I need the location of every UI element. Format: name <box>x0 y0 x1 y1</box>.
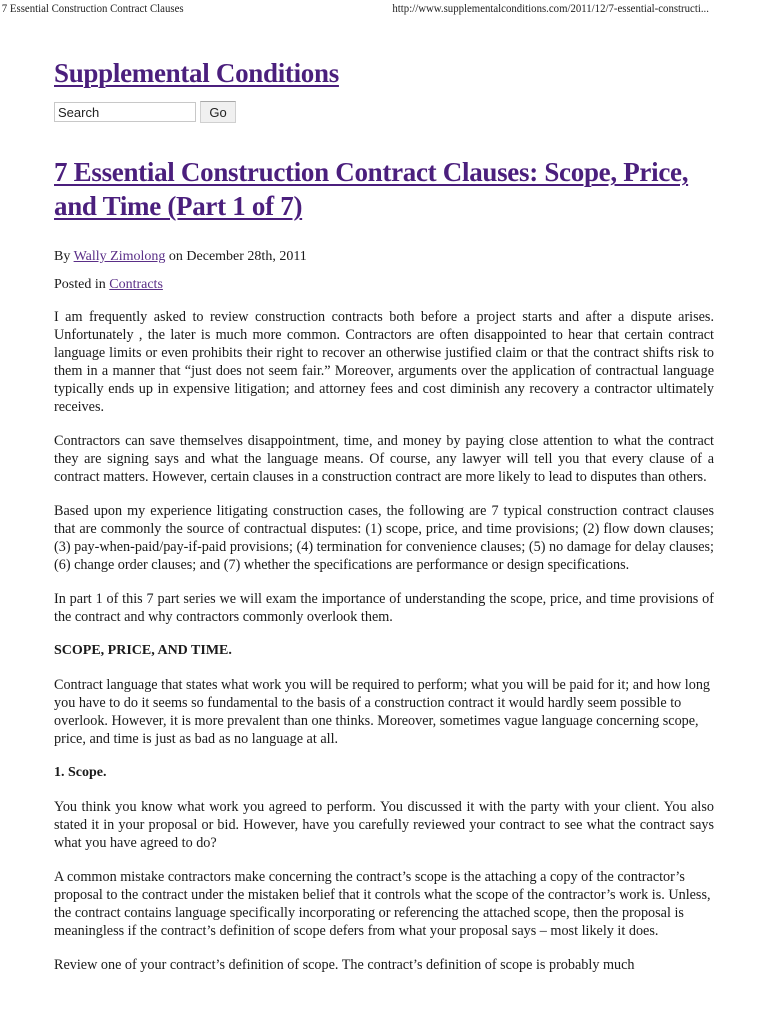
search-go-button[interactable]: Go <box>200 101 236 123</box>
subsection-heading: 1. Scope. <box>54 765 107 780</box>
author-link[interactable]: Wally Zimolong <box>73 249 166 264</box>
posted-in-prefix: Posted in <box>54 277 110 292</box>
paragraph-section: Contract language that states what work you will be required to perform; what you will be paid for it; and how long you have to do it seems so fundamental to the basis of a construction contract it would hardly seem possible to overlook. However, it is more prevalent than one thinks. Moreover, sometimes vague language concerning scope, price, and time is just as bad as no language at all. <box>54 677 711 747</box>
section-heading: SCOPE, PRICE, AND TIME. <box>54 643 232 658</box>
search-form <box>54 101 714 123</box>
search-input[interactable] <box>54 102 196 122</box>
post-title <box>54 155 714 223</box>
paragraph-clauses-list: Based upon my experience litigating construction cases, the following are 7 typical construction contract clauses that are commonly the source of contractual disputes: (1) scope, price, and time provisions; (2) flow down clauses; (3) pay-when-paid/pay-if-paid provisions; (4) termination for convenience clauses; (5) no damage for delay clauses; (6) change order clauses; and (7) whether the specifications are performance or design specifications. <box>54 503 714 573</box>
paragraph-series-intro: In part 1 of this 7 part series we will exam the importance of understanding the scope, price, and time provisions of the contract and why contractors commonly overlook them. <box>54 591 714 625</box>
paragraph-save: Contractors can save themselves disappointment, time, and money by paying close attention to what the contract they are signing says and what the language means. Of course, any lawyer will tell you that every clause of a contract matters. However, certain clauses in a construction contract are more likely to lead to disputes than others. <box>54 433 714 485</box>
post-date: on December 28th, 2011 <box>165 249 307 264</box>
paragraph-scope-3: Review one of your contract’s definition of scope. The contract’s definition of scope is probably much <box>54 957 635 973</box>
paragraph-intro: I am frequently asked to review construction contracts both before a project starts and after a dispute arises. Unfortunately , the later is much more common. Contractors are often disappointed to hear that certain contract language limits or even prohibits their right to recover an otherwise justified claim or that the contract shifts risk to them in a manner that “just does not seem fair.” Moreover, arguments over the application of contractual language typically ends up in expensive litigation; and attorney fees and cost diminish any recovery a contractor ultimately receives. <box>54 309 714 415</box>
print-header <box>0 0 709 16</box>
print-page-title: 7 Essential Construction Contract Clauses <box>1 1 184 15</box>
site-title-link[interactable]: Supplemental Conditions <box>54 58 339 88</box>
category-link[interactable]: Contracts <box>109 277 163 292</box>
post-title-link[interactable]: 7 Essential Construction Contract Clauses: Scope, Price, and Time (Part 1 of 7) <box>54 157 689 221</box>
print-page-url: http://www.supplementalconditions.com/2011/12/7-essential-constructi... <box>392 1 709 15</box>
paragraph-scope-2: A common mistake contractors make concerning the contract’s scope is the attaching a copy of the contractor’s proposal to the contract under the mistaken belief that it controls what the scope of the contractor’s work is. Unless, the contract contains language specifically incorporating or referencing the attached scope, then the proposal is meaningless if the contract’s definition of scope defers from what your proposal says – most likely it does. <box>54 869 711 939</box>
byline-prefix: By <box>54 249 74 264</box>
post-byline <box>54 248 714 266</box>
paragraph-scope-1: You think you know what work you agreed to perform. You discussed it with the party with your client. You also stated it in your proposal or bid. However, have you carefully reviewed your contract to see what the contract says what you have agreed to do? <box>54 799 714 851</box>
post-category-line <box>54 276 714 294</box>
page-content <box>54 55 714 974</box>
